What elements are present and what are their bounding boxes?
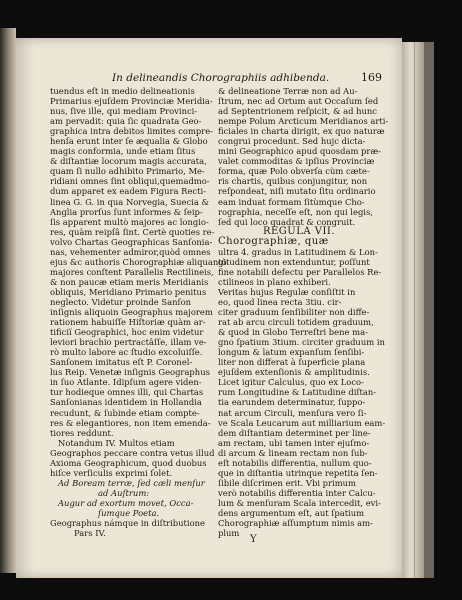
text-line: nas, vehementer admiror,quòd omnes — [50, 246, 211, 257]
text-line: ſed qui loco quadrat & congruit. — [218, 216, 356, 227]
text-line: & delineatione Terræ non ad Au- — [218, 86, 358, 96]
text-line: ve Scala Leucarum aut milliarium eam- — [218, 417, 386, 428]
text-line: ejuſdem extenſionis & amplitudinis. — [218, 367, 370, 378]
text-line: ad Auſtrum: — [98, 487, 150, 498]
text-line: ejus &c authoris Chorographiæ aliquantò — [50, 256, 227, 267]
text-line: valet commoditas & ipſius Provinciæ — [218, 156, 375, 167]
text-line: ſtrum, nec ad Ortum aut Occaſum ſed — [218, 96, 379, 107]
text-line: linea G. G. in qua Norvegia, Suecia & — [50, 196, 209, 207]
text-line: ſibile diſcrimen erit. Vbi primum — [218, 477, 356, 488]
text-line: reſpondeat, niſi mutato ſitu ordinario — [218, 186, 376, 197]
facing-page-edge — [0, 28, 16, 573]
running-title: In delineandis Chorographiis adhibenda. — [112, 72, 330, 84]
text-line: tiores reddunt. — [50, 427, 114, 438]
text-line: ridiani omnes ſint obliqui,quemadmo- — [50, 176, 210, 187]
text-line: REGULA VII. — [262, 225, 336, 237]
text-line: res, quàm reipſâ ſint. Certè quoties re- — [50, 226, 215, 237]
text-line: Axioma Geographicum, quod duobus — [50, 457, 207, 468]
text-line: nus, ſive ille, qui mediam Provinci- — [50, 106, 198, 117]
text-line: eam induat formam ſitùmque Cho- — [218, 196, 365, 207]
text-line: Licet igitur Calculus, quo ex Loco- — [218, 377, 364, 388]
page-stack-edge — [402, 42, 424, 578]
text-line: ad Septentrionem reſpicit, & ad hunc — [218, 106, 377, 117]
text-line: inſignis aliquoin Geographus majorem — [50, 307, 213, 318]
text-line: & non paucæ etiam meris Meridianis — [50, 276, 209, 287]
text-line: gno ſpatium 3tium. circiter graduum in — [218, 337, 385, 348]
text-line: dens argumentum eſt, aut ſpatium — [218, 507, 365, 518]
text-line: Primarius ejuſdem Provinciæ Meridia- — [50, 96, 213, 107]
text-line: ficiales in charta dirigit, ex quo naturæ — [218, 126, 385, 137]
text-line: henſa erunt inter ſe æqualia & Globo — [50, 136, 208, 147]
text-line: rat ab arcu circuli totidem graduum, — [218, 317, 374, 328]
text-line: Sanſonianas identidem in Hollandia — [50, 397, 202, 408]
text-line: Anglia prorſus ſunt informes & ſeip- — [50, 206, 203, 217]
text-line: rò multo labore ac ſtudio excoluiſſe. — [50, 347, 203, 358]
text-line: mini Geographico apud quosdam præ- — [218, 146, 382, 157]
text-line: forma, quæ Polo obverſa cùm cæte- — [218, 166, 370, 177]
text-line: citer graduum ſenſibiliter non diffe- — [218, 307, 370, 318]
text-line: res & elegantiores, non item emenda- — [50, 417, 211, 428]
text-line: rationem habuiſſe Hiſtoriæ quàm ar- — [50, 317, 206, 328]
text-line: ctilineos in plano exhiberi. — [218, 276, 331, 287]
text-line: congrui procedunt. Sed hujc dicta- — [218, 136, 366, 147]
text-line: dum apparet ex eadem Figura Recti- — [50, 186, 206, 197]
text-line: hiſce verſiculis exprimi ſolet. — [50, 467, 173, 478]
scan-background-strip — [424, 42, 434, 578]
text-line: Augur ad exortum movet, Occa- — [58, 497, 194, 508]
text-line: rum Longitudine & Latitudine diſtan- — [218, 387, 377, 398]
text-line: & diſtantiæ locorum magis accurata, — [50, 156, 207, 167]
text-line: di arcum & lineam rectam non ſub- — [218, 447, 368, 458]
signature-mark: Y — [250, 534, 257, 545]
text-line: ſis apparent multò majores ac longio- — [50, 216, 209, 227]
text-line: leviori brachio pertractâſſe, illam ve- — [50, 337, 207, 348]
text-line: lum & menſuram Scala intercedit, evi- — [218, 497, 381, 508]
text-line: magis conformia, unde etiam ſitus — [50, 146, 196, 157]
text-line: nempe Polum Arcticum Meridianos arti- — [218, 116, 389, 127]
text-line: tuendus eſt in medio delineationis — [50, 86, 195, 96]
right-text-column — [218, 86, 389, 539]
text-line: volvo Chartas Geographicas Sanſonia- — [50, 236, 213, 247]
text-line: Chorographiæ aſſumptum nimis am- — [218, 518, 373, 529]
text-line: plum — [218, 528, 240, 539]
text-line: neglecto. Videtur proinde Sanſon — [50, 296, 192, 307]
text-line: tur hodieque omnes illi, qui Chartas — [50, 387, 204, 398]
text-line: tificiï Geographici, hoc enim videtur — [50, 327, 204, 338]
text-line: Geographos peccare contra vetus illud — [50, 447, 215, 458]
text-line: Pars IV. — [74, 528, 106, 539]
text-line: ultra 4. gradus in Latitudinem & Lon- — [218, 246, 378, 257]
text-line: tia earundem determinatur, ſuppo- — [218, 397, 366, 408]
page-number: 169 — [361, 71, 382, 84]
text-line: verò notabilis differentia inter Calcu- — [218, 487, 376, 498]
text-line: graphica intra debitos limites compre- — [50, 126, 214, 137]
text-line: lus Reip. Venetæ inſignis Geographus — [50, 367, 210, 378]
text-line: Veritas hujus Regulæ conſiſtit in — [218, 286, 356, 297]
text-line: & quod in Globo Terreſtri bene ma- — [218, 327, 368, 338]
text-line: majores conſtent Parallelis Rectilineis, — [50, 266, 214, 277]
text-line: liter non differat à ſuperficie plana — [218, 357, 366, 368]
text-line: ſumque Poeta. — [98, 507, 160, 518]
text-line: Chorographiæ, quæ — [218, 235, 329, 247]
text-line: que in diſtantia utrinque repetita ſen- — [218, 467, 378, 478]
text-line: nat arcum Circuli, menſura vero ſi- — [218, 407, 367, 418]
text-line: fine notabili defectu per Parallelos Re- — [218, 266, 382, 277]
text-line: recudunt, & ſubinde etiam compte- — [50, 407, 200, 418]
running-header — [112, 72, 382, 86]
text-line: ris chartis, quibus conjungitur, non — [218, 176, 368, 187]
text-line: longum & latum expanſum ſenſibi- — [218, 347, 365, 358]
text-line: quam ſi nullo adhibito Primario, Me- — [50, 166, 205, 177]
text-line: Geographus námque in diſtributione — [50, 518, 205, 529]
text-line: in ſuo Atlante. Idipſum agere viden- — [50, 377, 202, 388]
text-line: eſt notabilis differentia, nullum quo- — [218, 457, 372, 468]
left-text-column — [50, 86, 227, 539]
text-line: dem diſtantiam determinet per line- — [218, 427, 371, 438]
text-line: eo, quod linea recta 3tiu. cir- — [218, 296, 342, 307]
text-line: Notandum IV. Multos etiam — [58, 437, 175, 448]
text-line: am rectam, ubi tamen inter ejuſmo- — [218, 437, 370, 448]
text-line: gitudinem non extenduntur, poſſunt — [218, 256, 370, 267]
text-line: Sanſonem imitatus eſt P. Coronel- — [50, 357, 193, 368]
text-line: Ad Boream terræ, ſed cæli menſur — [58, 477, 205, 488]
text-line: am pervadit: quia ſic quadrata Geo- — [50, 116, 202, 127]
text-line: obliquis, Meridiano Primario penitus — [50, 286, 207, 297]
text-line: rographia, neceſſe eſt, non qui legis, — [218, 206, 373, 217]
